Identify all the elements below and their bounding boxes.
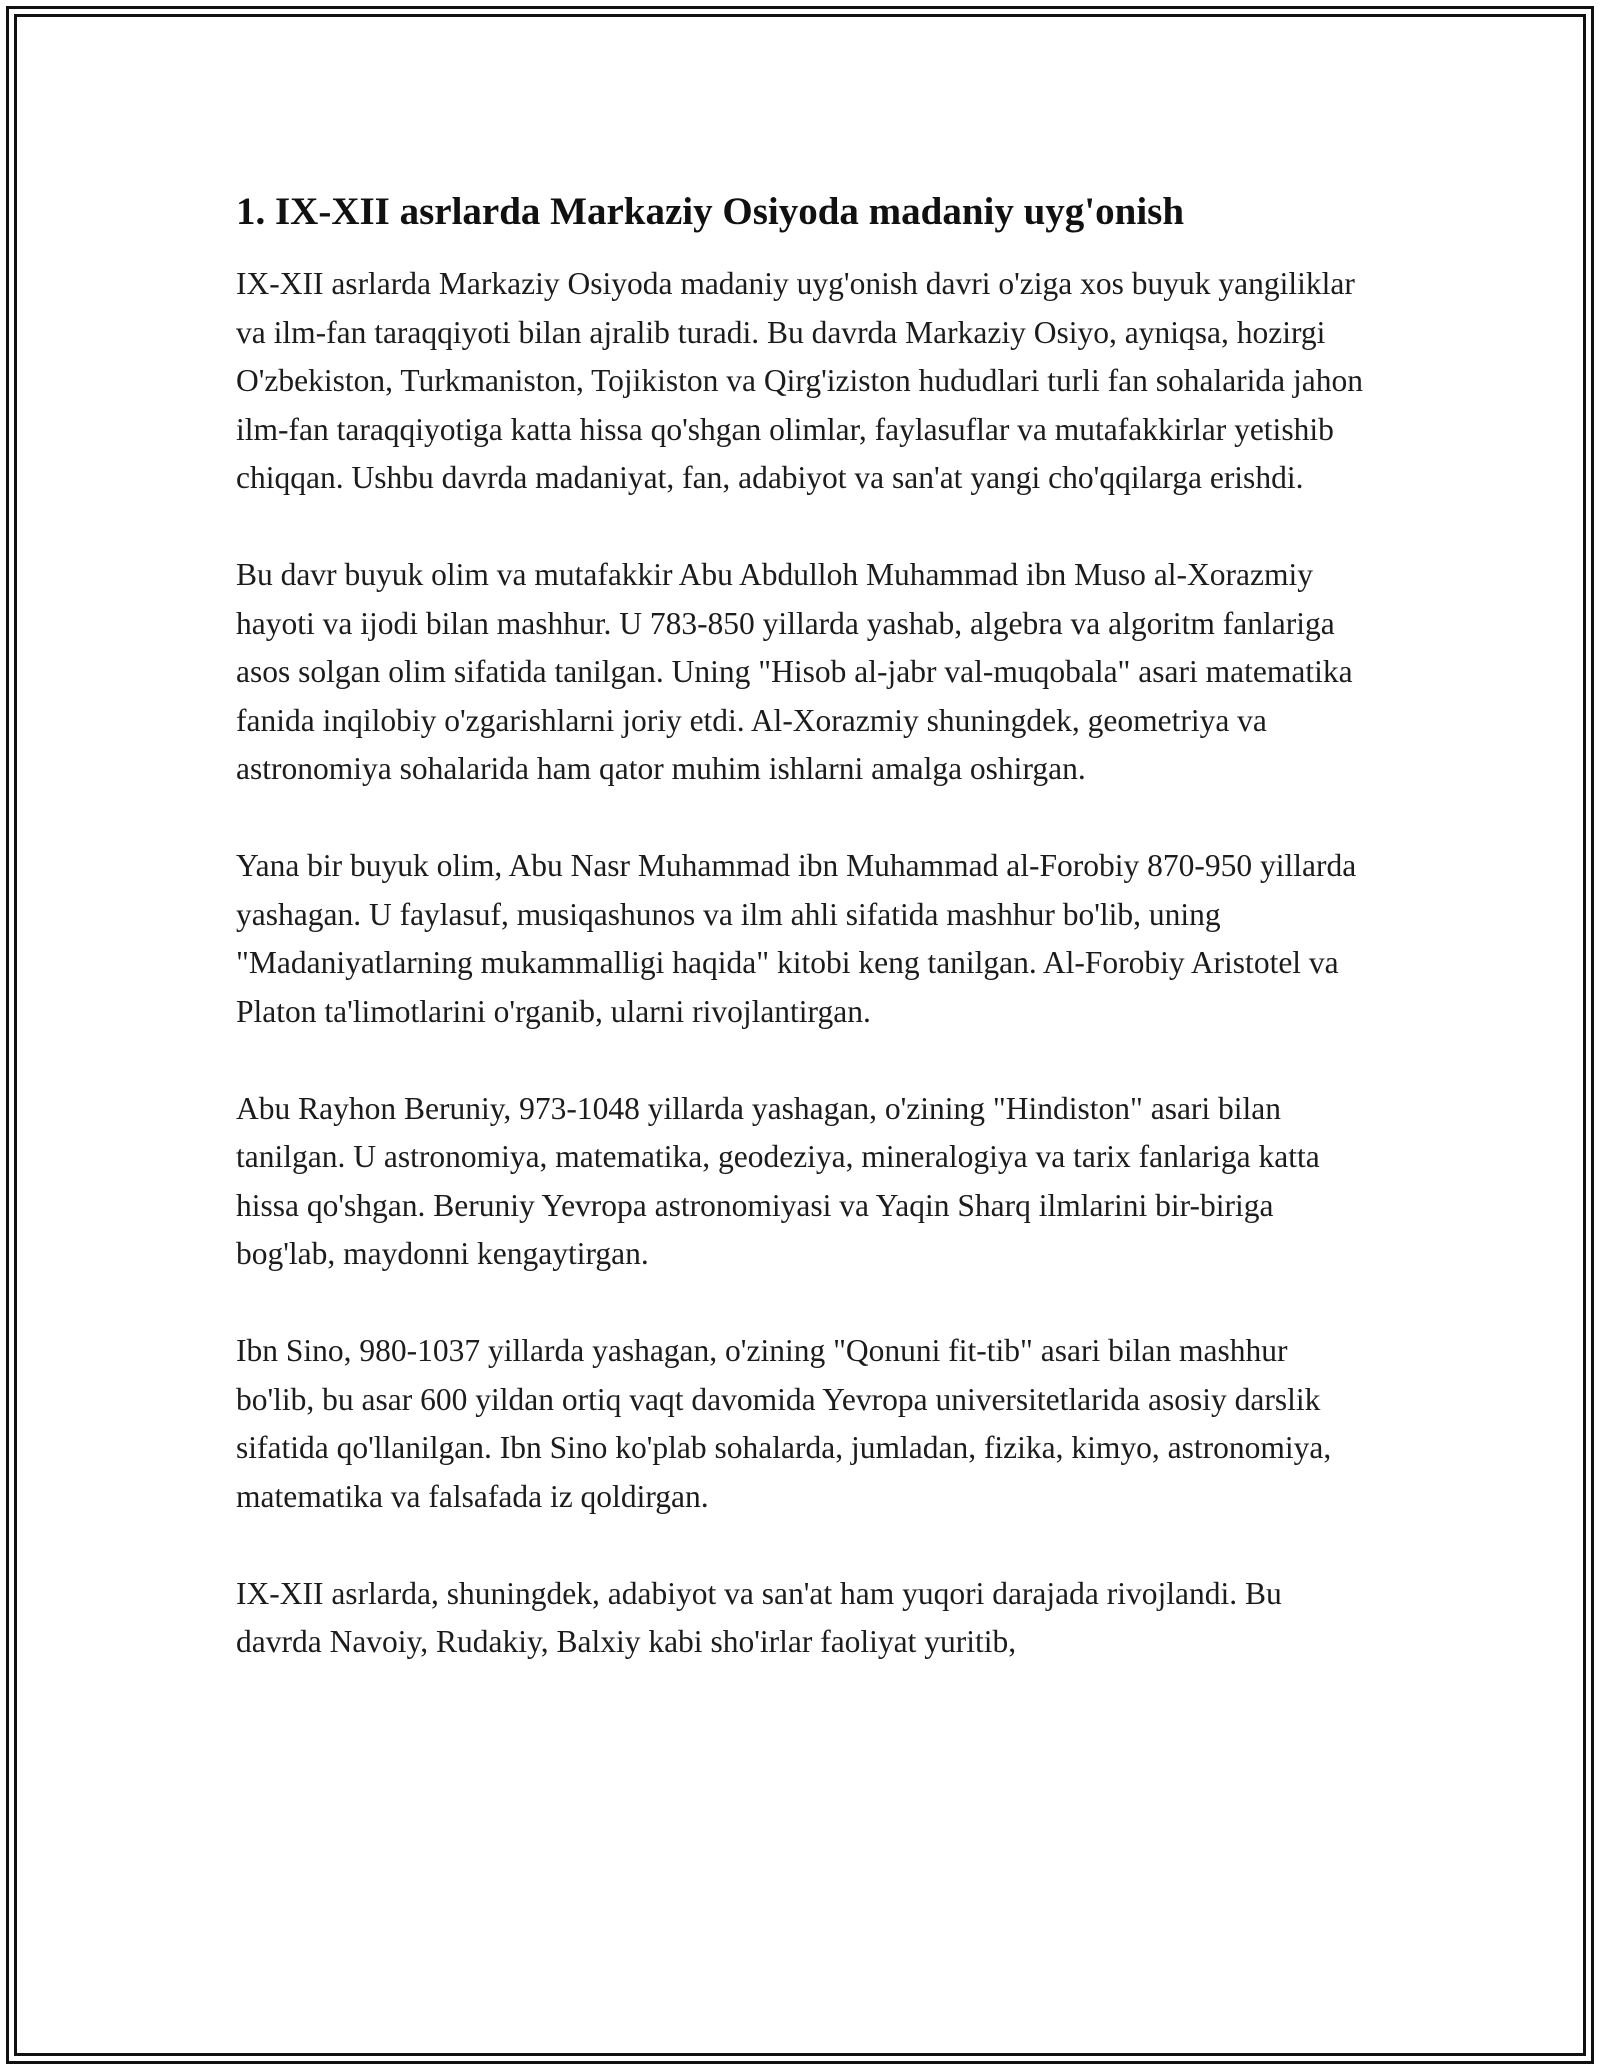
section-heading: 1. IX-XII asrlarda Markaziy Osiyoda madaniy uyg'onish (236, 190, 1185, 233)
paragraph-xorazmiy: Bu davr buyuk olim va mutafakkir Abu Abdulloh Muhammad ibn Muso al-Xorazmiy hayoti va ijodi bilan mashhur. U 783-850 yillarda yashab, algebra va algoritm fanlariga asos solgan olim sifatida tanilgan. Uning "Hisob al-jabr val-muqobala" asari matematika fanida inqilobiy o'zgarishlarni joriy etdi. Al-Xorazmiy shuningdek, geometriya va astronomiya sohalarida ham qator muhim ishlarni amalga oshirgan. (236, 557, 1353, 786)
paragraph-forobiy: Yana bir buyuk olim, Abu Nasr Muhammad ibn Muhammad al-Forobiy 870-950 yillarda yashagan. U faylasuf, musiqashunos va ilm ahli sifatida mashhur bo'lib, uning "Madaniyatlarning mukammalligi haqida" kitobi keng tanilgan. Al-Forobiy Aristotel va Platon ta'limotlarini o'rganib, ularni rivojlantirgan. (236, 848, 1357, 1029)
paragraph-intro: IX-XII asrlarda Markaziy Osiyoda madaniy uyg'onish davri o'ziga xos buyuk yangiliklar va ilm-fan taraqqiyoti bilan ajralib turadi. Bu davrda Markaziy Osiyo, ayniqsa, hozirgi O'zbekiston, Turkmaniston, Tojikiston va Qirg'iziston hududlari turli fan sohalarida jahon ilm-fan taraqqiyotiga katta hissa qo'shgan olimlar, faylasuflar va mutafakkirlar yetishib chiqqan. Ushbu davrda madaniyat, fan, adabiyot va san'at yangi cho'qqilarga erishdi. (236, 266, 1364, 495)
document-body (236, 188, 1366, 1715)
paragraph-ibn-sino: Ibn Sino, 980-1037 yillarda yashagan, o'zining "Qonuni fit-tib" asari bilan mashhur bo'lib, bu asar 600 yildan ortiq vaqt davomida Yevropa universitetlarida asosiy darslik sifatida qo'llanilgan. Ibn Sino ko'plab sohalarda, jumladan, fizika, kimyo, astronomiya, matematika va falsafada iz qoldirgan. (236, 1333, 1332, 1514)
paragraph-literature: IX-XII asrlarda, shuningdek, adabiyot va san'at ham yuqori darajada rivojlandi. Bu davrda Navoiy, Rudakiy, Balxiy kabi sho'irlar faoliyat yuritib, (236, 1575, 1282, 1659)
paragraph-beruniy: Abu Rayhon Beruniy, 973-1048 yillarda yashagan, o'zining "Hindiston" asari bilan tanilgan. U astronomiya, matematika, geodeziya, mineralogiya va tarix fanlariga katta hissa qo'shgan. Beruniy Yevropa astronomiyasi va Yaqin Sharq ilmlarini bir-biriga bog'lab, maydonni kengaytirgan. (236, 1090, 1320, 1271)
